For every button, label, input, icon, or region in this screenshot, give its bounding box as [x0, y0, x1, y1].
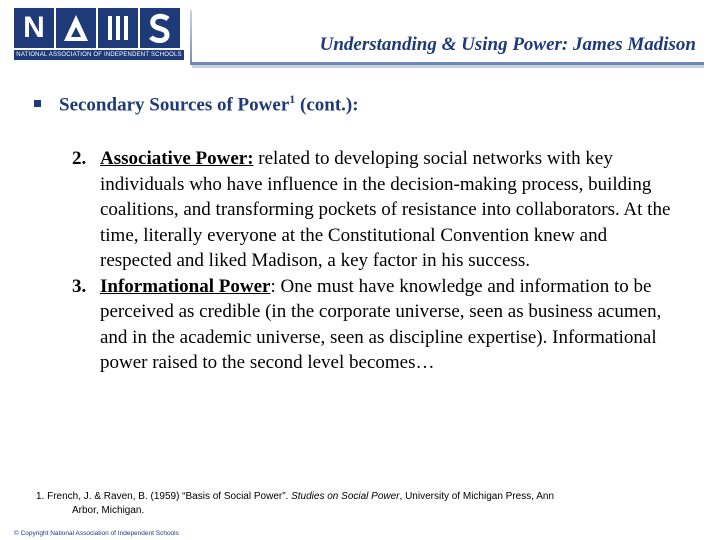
list-item-term: Informational Power [100, 275, 271, 297]
nais-logo [14, 8, 186, 60]
bullet-heading-suffix: (cont.): [295, 94, 359, 116]
list-item-body: : One must have knowledge and information to be perceived as credible (in the corporate universe, seen as business acumen, and in the academic universe, seen as discipline expertise). Informational power raised to the second level becomes… [100, 275, 662, 373]
list-item [72, 274, 682, 376]
logo-a-icon [56, 8, 96, 48]
logo-i-icon [98, 8, 138, 48]
logo-letters [14, 8, 180, 48]
bullet-heading-text: Secondary Sources of Power [59, 94, 290, 116]
header-rule-vertical [190, 10, 192, 62]
logo-s-icon [140, 8, 180, 48]
square-bullet-icon [34, 100, 41, 107]
logo-band: NATIONAL ASSOCIATION OF INDEPENDENT SCHOOLS [14, 50, 184, 60]
bullet-heading [34, 92, 359, 116]
list-item-body: related to developing social networks with key individuals who have influence in the decision-making process, building coalitions, and transforming pockets of resistance into collaborators. At the time, literally everyone at the Constitutional Convention knew and respected and liked Madison, a key factor in his success. [100, 148, 671, 271]
footnote-marker: 1 [289, 92, 296, 106]
page-title: Understanding & Using Power: James Madison [319, 34, 696, 55]
logo-n-icon: N [14, 8, 54, 48]
list-item [72, 146, 682, 274]
footnote-lead: 1. French, J. & Raven, B. (1959) “Basis of Social Power”. [36, 491, 292, 502]
header-rule-shadow [192, 65, 704, 68]
list-item-number: 3. [72, 275, 87, 297]
numbered-list [72, 146, 682, 376]
footnote-tail: , University of Michigan Press, Ann [399, 491, 555, 502]
footnote-source-title: Studies on Social Power [291, 491, 400, 502]
footnote [36, 490, 700, 518]
copyright-notice: © Copyright National Association of Independent Schools [14, 530, 179, 537]
list-item-number: 2. [72, 148, 87, 169]
footnote-line2: Arbor, Michigan. [72, 505, 145, 516]
list-item-term: Associative Power: [100, 148, 254, 169]
